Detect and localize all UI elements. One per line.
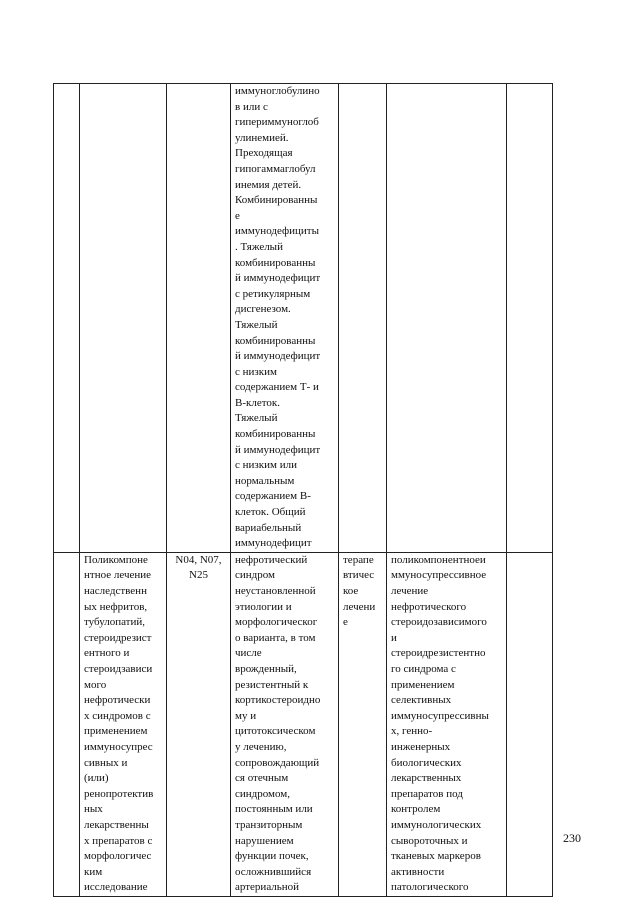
- row2-treatment-type-cell: [339, 552, 387, 896]
- row1-diagnosis-text: иммуноглобулино в или с гипериммуноглоб улинемией. Преходящая гипогаммаглобул инемия детей. Комбинированны е иммунодефициты . Тяжелый комбинированны й иммунодефицит с ретикулярным дисгенезом. Тяжелый комбинированны й иммунодефицит с низким содержанием Т- и В-клеток. Тяжелый комбинированны й иммунодефицит с низким или нормальным содержанием В- клеток. Общий вариабельный иммунодефицит: [235, 85, 321, 550]
- row2-treatment-method-cell: [387, 552, 507, 896]
- row2-number-cell: [54, 552, 80, 896]
- row1-number-cell: [54, 84, 80, 553]
- row1-treatment-type-cell: [339, 84, 387, 553]
- row1-extra-cell: [507, 84, 553, 553]
- row2-extra-cell: [507, 552, 553, 896]
- page-number: 230: [563, 831, 581, 845]
- row2-code-cell: [167, 552, 231, 896]
- row2-treatment-type-text: терапе втичес кое лечени е: [343, 553, 376, 629]
- table-row: [54, 552, 553, 896]
- row1-code-cell: [167, 84, 231, 553]
- row2-diagnosis-text: нефротический синдром неустановленной этиологии и морфологическог о варианта, в том числе врожденный, резистентный к кортикостероидно му и цитотоксическом у лечению, сопровождающий ся отечным синдромом, постоянным или транзиторным нарушением функции почек, осложнившийся артериальной: [235, 553, 321, 894]
- row1-treatment-method-cell: [387, 84, 507, 553]
- row2-method-cell: [80, 552, 167, 896]
- row1-method-cell: [80, 84, 167, 553]
- row2-method-text: Поликомпоне нтное лечение наследственн ых нефритов, тубулопатий, стероидрезист ентного и стероидзависи мого нефротически х синдромов с применением иммуносупрес сивных и (или) ренопротектив ных лекарственны х препаратов с морфологичес ким исследование: [84, 553, 154, 894]
- row1-diagnosis-cell: [231, 84, 339, 553]
- row2-code-text: N04, N07, N25: [175, 553, 222, 582]
- row2-treatment-method-text: поликомпонентноеи ммуносупрессивное лечение нефротического стероидозависимого и стероидрезистентно го синдрома с применением селективных иммуносупрессивны х, генно- инженерных биологических лекарственных препаратов под контролем иммунологических сывороточных и тканевых маркеров активности патологического: [391, 553, 489, 894]
- medical-care-table: [53, 83, 553, 897]
- table-row: [54, 84, 553, 553]
- row2-diagnosis-cell: [231, 552, 339, 896]
